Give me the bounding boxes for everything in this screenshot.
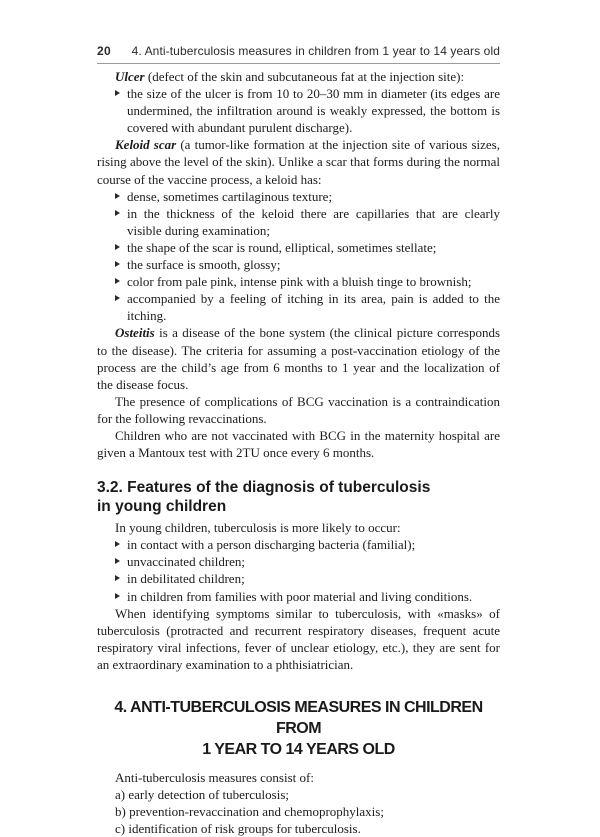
list-item: in children from families with poor material and living conditions. bbox=[97, 588, 500, 605]
osteitis-paragraph bbox=[97, 324, 500, 392]
bullet-icon bbox=[115, 278, 120, 284]
list-item: dense, sometimes cartilaginous texture; bbox=[97, 188, 500, 205]
bullet-icon bbox=[115, 593, 120, 599]
osteitis-term: Osteitis bbox=[115, 325, 155, 341]
keloid-paragraph bbox=[97, 136, 500, 187]
list-item: in contact with a person discharging bacteria (familial); bbox=[97, 536, 500, 553]
running-title: 4. Anti-tuberculosis measures in children from 1 year to 14 years old bbox=[131, 44, 500, 58]
measures-list bbox=[97, 786, 500, 837]
header-rule bbox=[97, 63, 500, 64]
ulcer-term: Ulcer bbox=[115, 69, 145, 84]
bullet-icon bbox=[115, 575, 120, 581]
section-closing: When identifying symptoms similar to tuberculosis, with «masks» of tuberculosis (protracted and recurrent respiratory diseases, frequent acute respiratory viral infections, fever of unclear etiology, etc.), they are sent for an extraordinary examination to a phthisiatrician. bbox=[97, 605, 500, 672]
ulcer-paragraph bbox=[97, 68, 500, 85]
chapter-intro: Anti-tuberculosis measures consist of: bbox=[115, 770, 314, 785]
bullet-icon bbox=[115, 558, 120, 564]
chapter-heading-4: 4. ANTI-TUBERCULOSIS MEASURES IN CHILDREN FROM 1 YEAR TO 14 YEARS OLD bbox=[114, 699, 483, 758]
list-item: in the thickness of the keloid there are capillaries that are clearly visible during examination; bbox=[97, 205, 500, 239]
page-header bbox=[97, 44, 500, 60]
bullet-icon bbox=[115, 261, 120, 267]
keloid-term: Keloid scar bbox=[115, 137, 177, 153]
list-item: the surface is smooth, glossy; bbox=[97, 256, 500, 273]
bullet-icon bbox=[115, 541, 120, 547]
page-number: 20 bbox=[97, 44, 111, 58]
bullet-icon bbox=[115, 210, 120, 216]
bullet-icon bbox=[115, 295, 120, 301]
keloid-definition: (a tumor-like formation at the injection site of various sizes, rising above the level of the skin). Unlike a scar that forms during the normal course of the vaccine process, a keloid has: bbox=[97, 137, 500, 187]
list-item: the shape of the scar is round, elliptical, sometimes stellate; bbox=[97, 239, 500, 256]
complications-paragraph: The presence of complications of BCG vaccination is a contraindication for the following revaccinations. bbox=[97, 393, 500, 426]
ulcer-list bbox=[97, 85, 500, 136]
list-item: the size of the ulcer is from 10 to 20–30 mm in diameter (its edges are undermined, the infiltration around is weakly expressed, the bottom is covered with abundant purulent discharge). bbox=[97, 85, 500, 136]
list-item: a) early detection of tuberculosis; bbox=[115, 787, 289, 803]
list-item: color from pale pink, intense pink with a bluish tinge to brownish; bbox=[97, 273, 500, 290]
list-item: c) identification of risk groups for tuberculosis. bbox=[115, 821, 361, 837]
bullet-icon bbox=[115, 244, 120, 250]
ulcer-definition: (defect of the skin and subcutaneous fat at the injection site): bbox=[144, 69, 465, 84]
list-item: accompanied by a feeling of itching in its area, pain is added to the itching. bbox=[97, 290, 500, 324]
list-item: b) prevention-revaccination and chemoprophylaxis; bbox=[115, 804, 384, 820]
risk-list bbox=[97, 536, 500, 604]
mantoux-paragraph: Children who are not vaccinated with BCG in the maternity hospital are given a Mantoux test with 2TU once every 6 months. bbox=[97, 427, 500, 461]
page-body bbox=[97, 68, 500, 837]
section-heading-3-2: 3.2. Features of the diagnosis of tuberculosis in young children bbox=[97, 479, 431, 516]
keloid-list bbox=[97, 188, 500, 325]
list-item: in debilitated children; bbox=[97, 570, 500, 587]
section-intro: In young children, tuberculosis is more likely to occur: bbox=[115, 520, 401, 536]
bullet-icon bbox=[115, 90, 120, 96]
bullet-icon bbox=[115, 193, 120, 199]
osteitis-definition: is a disease of the bone system (the clinical picture corresponds to the disease). The criteria for assuming a post-vaccination etiology of the process are the child’s age from 6 months to 1 year and the localization of the disease focus. bbox=[97, 325, 500, 392]
list-item: unvaccinated children; bbox=[97, 553, 500, 570]
